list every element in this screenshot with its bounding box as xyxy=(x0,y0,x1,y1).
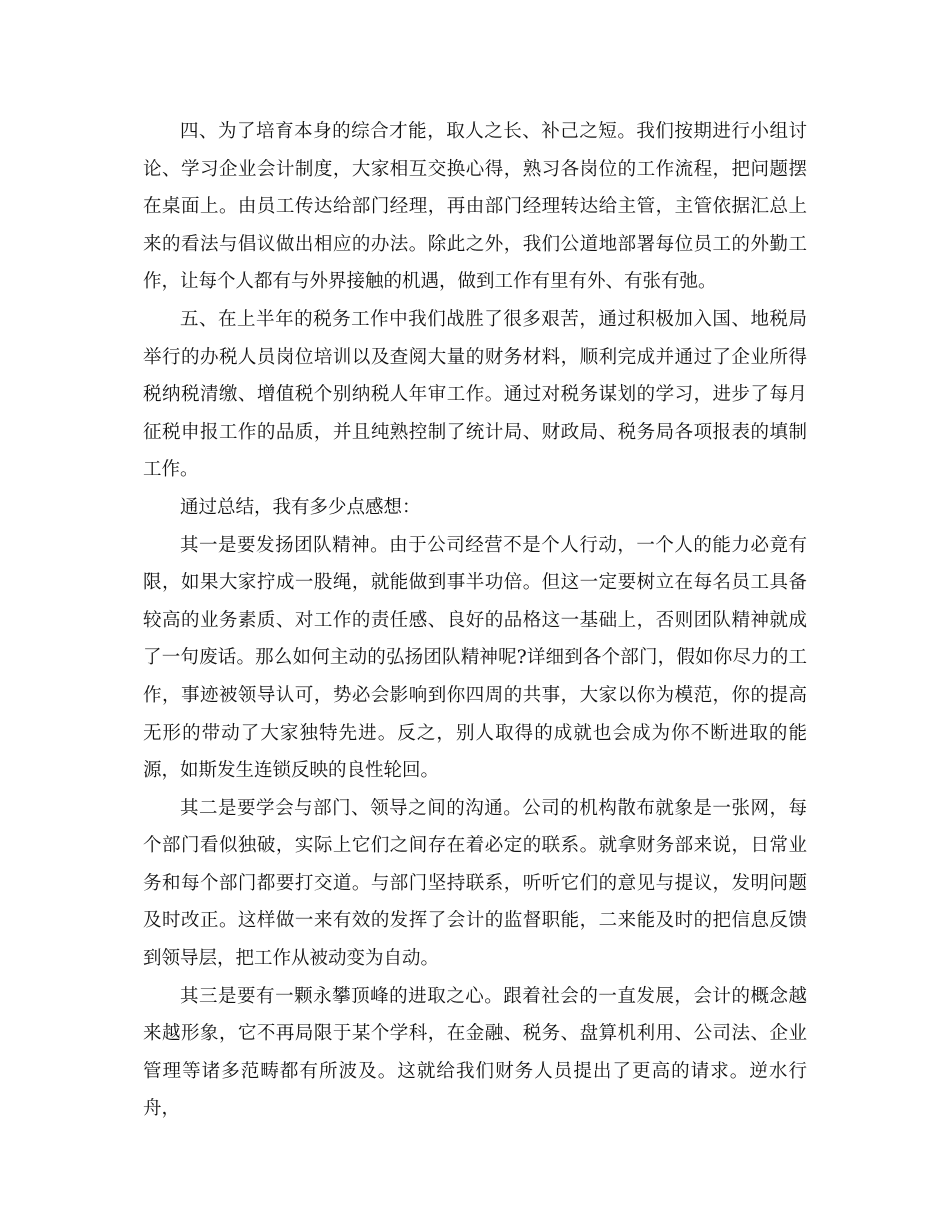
paragraph-thought-two: 其二是要学会与部门、领导之间的沟通。公司的机构散布就象是一张网，每个部门看似独破，实际上它们之间存在着必定的联系。就拿财务部来说，日常业务和每个部门都要打交道。与部门坚持联系，听听它们的意见与提议，发明问题及时改正。这样做一来有效的发挥了会计的监督职能，二来能及时的把信息反馈到领导层，把工作从被动变为自动。 xyxy=(143,797,807,970)
paragraph-section-four: 四、为了培育本身的综合才能，取人之长、补己之短。我们按期进行小组讨论、学习企业会计制度，大家相互交换心得，熟习各岗位的工作流程，把问题摆在桌面上。由员工传达给部门经理，再由部门经理转达给主管，主管依据汇总上来的看法与倡议做出相应的办法。除此之外，我们公道地部署每位员工的外勤工作，让每个人都有与外界接触的机遇，做到工作有里有外、有张有弛。 xyxy=(143,121,807,293)
document-body xyxy=(143,113,807,1128)
paragraph-summary-intro: 通过总结，我有多少点感想： xyxy=(180,496,421,518)
paragraph-thought-one: 其一是要发扬团队精神。由于公司经营不是个人行动，一个人的能力必竟有限，如果大家拧成一股绳，就能做到事半功倍。但这一定要树立在每名员工具备较高的业务素质、对工作的责任感、良好的品格这一基础上，否则团队精神就成了一句废话。那么如何主动的弘扬团队精神呢?详细到各个部门，假如你尽力的工作，事迹被领导认可，势必会影响到你四周的共事，大家以你为模范，你的提高无形的带动了大家独特先进。反之，别人取得的成就也会成为你不断进取的能源，如斯发生连锁反映的良性轮回。 xyxy=(143,534,807,782)
paragraph-section-five: 五、在上半年的税务工作中我们战胜了很多艰苦，通过积极加入国、地税局举行的办税人员岗位培训以及查阅大量的财务材料，顺利完成并通过了企业所得税纳税清缴、增值税个别纳税人年审工作。通过对税务谋划的学习，进步了每月征税申报工作的品质，并且纯熟控制了统计局、财政局、税务局各项报表的填制工作。 xyxy=(143,308,807,481)
paragraph-thought-three: 其三是要有一颗永攀顶峰的进取之心。跟着社会的一直发展，会计的概念越来越形象，它不再局限于某个学科，在金融、税务、盘算机利用、公司法、企业管理等诸多范畴都有所波及。这就给我们财务人员提出了更高的请求。逆水行舟， xyxy=(143,985,807,1120)
